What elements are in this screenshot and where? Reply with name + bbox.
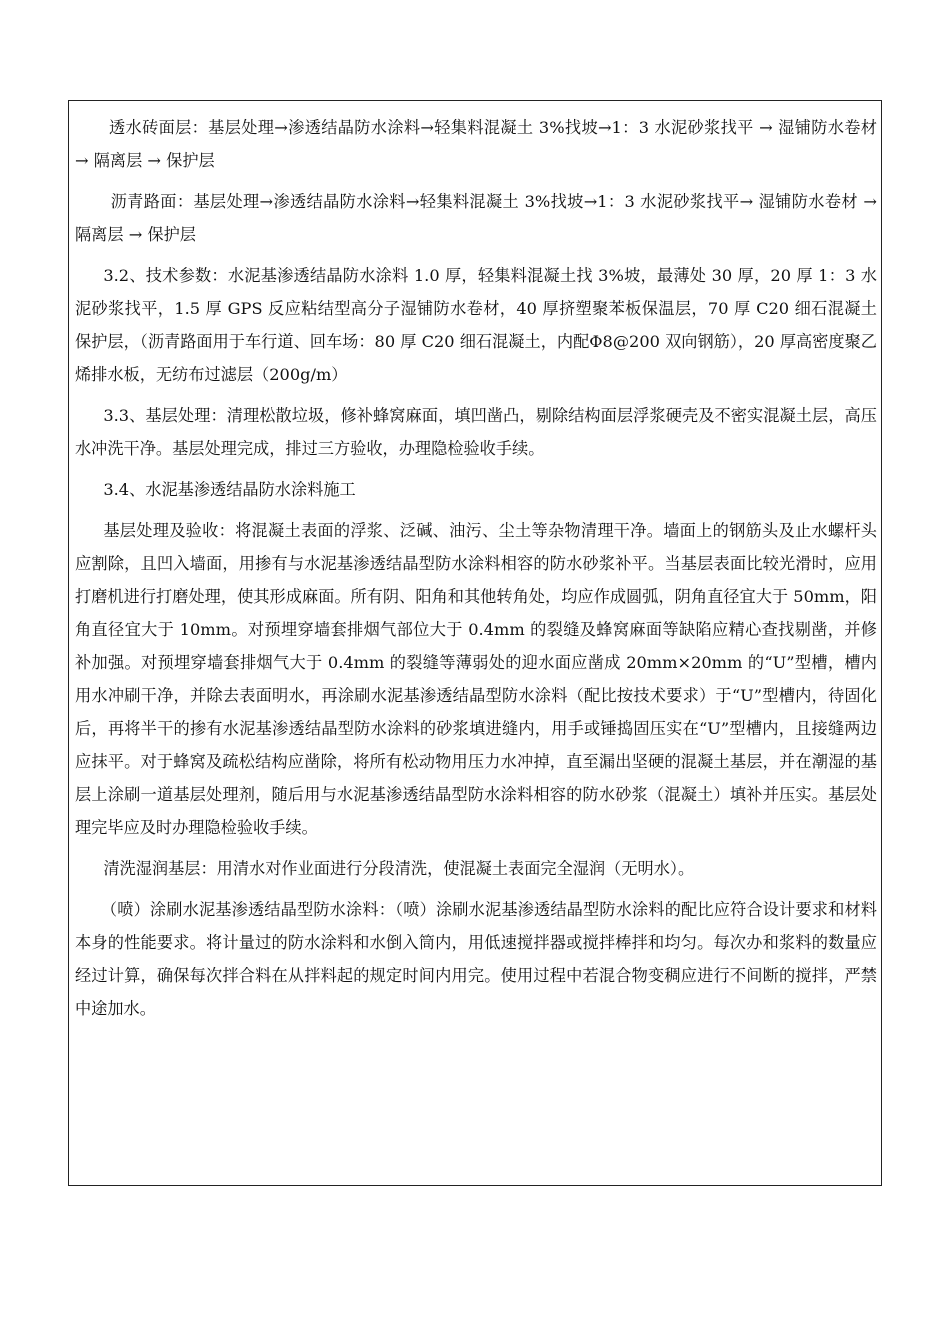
paragraph-base-treatment-acceptance: 基层处理及验收：将混凝土表面的浮浆、泛碱、油污、尘土等杂物清理干净。墙面上的钢筋头及止水螺杆头应割除，且凹入墙面，用掺有与水泥基渗透结晶型防水涂料相容的防水砂浆补平。当基层表面比较光滑时，应用打磨机进行打磨处理，使其形成麻面。所有阴、阳角和其他转角处，均应作成圆弧，阴角直径宜大于 50mm，阳角直径宜大于 10mm。对预埋穿墙套排烟气部位大于 0.4mm 的裂缝及蜂窝麻面等缺陷应精心查找剔凿，并修补加强。对预埋穿墙套排烟气大于 0.4mm 的裂缝等薄弱处的迎水面应凿成 20mm×20mm 的“U”型槽，槽内用水冲刷干净，并除去表面明水，再涂刷水泥基渗透结晶型防水涂料（配比按技术要求）于“U”型槽内，待固化后，再将半干的掺有水泥基渗透结晶型防水涂料的砂浆填进缝内，用手或锤捣固压实在“U”型槽内，且接缝两边应抹平。对于蜂窝及疏松结构应凿除，将所有松动物用压力水冲掉，直至漏出坚硬的混凝土基层，并在潮湿的基层上涂刷一道基层处理剂，随后用与水泥基渗透结晶型防水涂料相容的防水砂浆（混凝土）填补并压实。基层处理完毕应及时办理隐检验收手续。 (75, 521, 877, 837)
paragraph-base-treatment: 3.3、基层处理：清理松散垃圾，修补蜂窝麻面，填凹凿凸，剔除结构面层浮浆硬壳及不密实混凝土层，高压水冲洗干净。基层处理完成，排过三方验收，办理隐检验收手续。 (75, 406, 877, 458)
paragraph-clean-wet-base: 清洗湿润基层：用清水对作业面进行分段清洗，使混凝土表面完全湿润（无明水）。 (103, 859, 695, 878)
paragraph-asphalt-road-surface: 沥青路面：基层处理→渗透结晶防水涂料→轻集料混凝土 3%找坡→1：3 水泥砂浆找平→ 湿铺防水卷材 → 隔离层 → 保护层 (75, 192, 877, 244)
section-heading-coating-construction: 3.4、水泥基渗透结晶防水涂料施工 (103, 480, 356, 499)
paragraph-permeable-brick-surface: 透水砖面层：基层处理→渗透结晶防水涂料→轻集料混凝土 3%找坡→1：3 水泥砂浆找平 → 湿铺防水卷材 → 隔离层 → 保护层 (75, 118, 877, 170)
document-frame (68, 100, 882, 1186)
paragraph-spray-coating: （喷）涂刷水泥基渗透结晶型防水涂料：（喷）涂刷水泥基渗透结晶型防水涂料的配比应符合设计要求和材料本身的性能要求。将计量过的防水涂料和水倒入筒内，用低速搅拌器或搅拌棒拌和均匀。每次办和浆料的数量应经过计算，确保每次拌合料在从拌料起的规定时间内用完。使用过程中若混合物变稠应进行不间断的搅拌，严禁中途加水。 (75, 900, 877, 1018)
paragraph-technical-parameters: 3.2、技术参数：水泥基渗透结晶防水涂料 1.0 厚，轻集料混凝土找 3%坡，最薄处 30 厚，20 厚 1：3 水泥砂浆找平，1.5 厚 GPS 反应粘结型高分子湿铺防水卷材，40 厚挤塑聚苯板保温层，70 厚 C20 细石混凝土保护层，（沥青路面用于车行道、回车场：80 厚 C20 细石混凝土，内配Φ8@200 双向钢筋），20 厚高密度聚乙烯排水板，无纺布过滤层（200g/m） (75, 266, 877, 384)
